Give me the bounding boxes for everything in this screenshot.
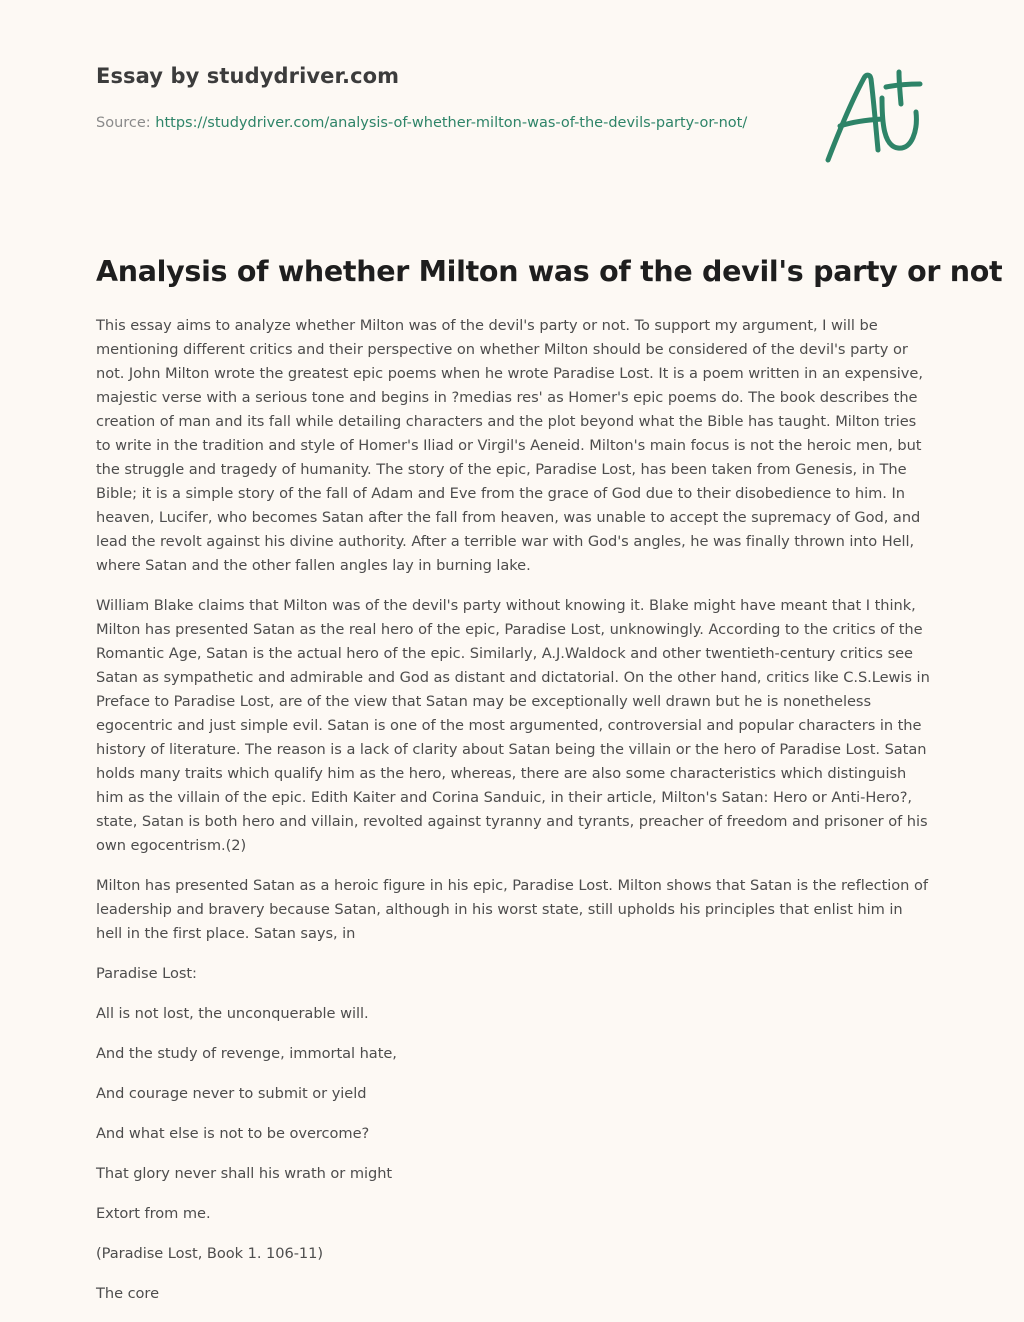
quote-citation: (Paradise Lost, Book 1. 106-11): [96, 1245, 324, 1262]
a-plus-logo-icon: [820, 64, 930, 168]
quote-line: Paradise Lost:: [96, 965, 197, 982]
quote-line: And the study of revenge, immortal hate,: [96, 1045, 397, 1062]
quote-line: And courage never to submit or yield: [96, 1085, 367, 1102]
source-label: Source:: [96, 115, 156, 131]
quote-line: That glory never shall his wrath or might: [96, 1165, 393, 1182]
source-link[interactable]: https://studydriver.com/analysis-of-whether-milton-was-of-the-devils-party-or-not/: [155, 115, 748, 131]
quote-line: Extort from me.: [96, 1205, 211, 1222]
quote-line: And what else is not to be overcome?: [96, 1125, 370, 1142]
quote-line: All is not lost, the unconquerable will.: [96, 1005, 369, 1022]
brand-title: Essay by studydriver.com: [96, 64, 400, 88]
article-body: [96, 314, 932, 1322]
source-line: [96, 111, 776, 135]
paragraph: This essay aims to analyze whether Milton was of the devil's party or not. To support my argument, I will be mentioning different critics and their perspective on whether Milton should be considered of the devil's party or not. John Milton wrote the greatest epic poems when he wrote Paradise Lost. It is a poem written in an expensive, majestic verse with a serious tone and begins in ?medias res' as Homer's epic poems do. The book describes the creation of man and its fall while detailing characters and the plot beyond what the Bible has taught. Milton tries to write in the tradition and style of Homer's Iliad or Virgil's Aeneid. Milton's main focus is not the heroic men, but the struggle and tragedy of humanity. The story of the epic, Paradise Lost, has been taken from Genesis, in The Bible; it is a simple story of the fall of Adam and Eve from the grace of God due to their disobedience to him. In heaven, Lucifer, who becomes Satan after the fall from heaven, was unable to accept the supremacy of God, and lead the revolt against his divine authority. After a terrible war with God's angles, he was finally thrown into Hell, where Satan and the other fallen angles lay in burning lake.: [96, 317, 923, 574]
paragraph: William Blake claims that Milton was of the devil's party without knowing it. Blake might have meant that I think, Milton has presented Satan as the real hero of the epic, Paradise Lost, unknowingly. According to the critics of the Romantic Age, Satan is the actual hero of the epic. Similarly, A.J.Waldock and other twentieth-century critics see Satan as sympathetic and admirable and God as distant and dictatorial. On the other hand, critics like C.S.Lewis in Preface to Paradise Lost, are of the view that Satan may be exceptionally well drawn but he is nonetheless egocentric and just simple evil. Satan is one of the most argumented, controversial and popular characters in the history of literature. The reason is a lack of clarity about Satan being the villain or the hero of Paradise Lost. Satan holds many traits which qualify him as the hero, whereas, there are also some characteristics which distinguish him as the villain of the epic. Edith Kaiter and Corina Sanduic, in their article, Milton's Satan: Hero or Anti-Hero?, state, Satan is both hero and villain, revolted against tyranny and tyrants, preacher of freedom and prisoner of his own egocentrism.(2): [96, 597, 930, 854]
article-title: Analysis of whether Milton was of the devil's party or not: [96, 255, 1003, 288]
paragraph: Milton has presented Satan as a heroic figure in his epic, Paradise Lost. Milton shows that Satan is the reflection of leadership and bravery because Satan, although in his worst state, still upholds his principles that enlist him in hell in the first place. Satan says, in: [96, 877, 928, 942]
paragraph-start: The core: [96, 1285, 159, 1302]
